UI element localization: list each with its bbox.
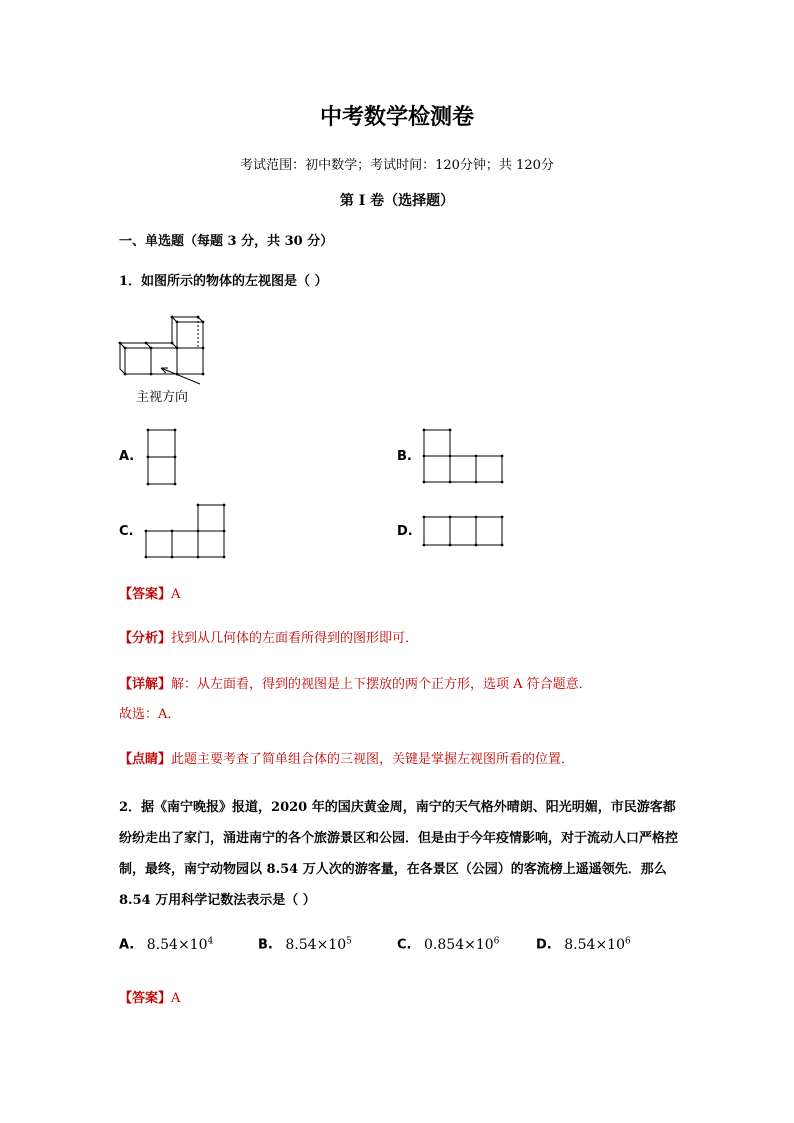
comment-tag: 【点睛】 xyxy=(119,752,172,767)
question-2-stem: 2．据《南宁晚报》报道，2020 年的国庆黄金周，南宁的天气格外晴朗、阳光明媚，市民游客都纷纷走出了家门，涌进南宁的各个旅游景区和公园．但是由于今年疫情影响，对于流动人口严格控制，最终，南宁动物园以 8.54 万人次的游客量，在各景区（公园）的客流榜上遥遥领先．那么 8.54 万用科学记数法表示是（ ） xyxy=(119,800,679,908)
q2-option-b-label: B. xyxy=(258,937,273,953)
answer-value: A xyxy=(171,587,181,602)
analysis-tag: 【分析】 xyxy=(119,631,172,646)
q2-option-b xyxy=(258,936,352,953)
q2-option-a-label: A. xyxy=(119,937,135,953)
page-title: 中考数学检测卷 xyxy=(319,105,474,130)
analysis-text: 找到从几何体的左面看所得到的图形即可． xyxy=(171,631,419,646)
q1-comment xyxy=(119,748,574,767)
answer-tag: 【答案】 xyxy=(119,587,172,602)
q2-option-c xyxy=(397,936,499,953)
option-b-figure xyxy=(422,428,508,486)
question-1-stem: 1．如图所示的物体的左视图是（ ） xyxy=(119,274,328,289)
option-c-figure xyxy=(144,503,230,561)
option-d-figure xyxy=(422,515,508,549)
q2-option-c-value: $0.854\times 10^6$ xyxy=(424,936,500,953)
detail-text: 解：从左面看，得到的视图是上下摆放的两个正方形，选项 A 符合题意． xyxy=(171,677,592,692)
section-heading: 一、单选题（每题 3 分，共 30 分） xyxy=(119,234,334,249)
q2-option-d-value: $8.54\times 10^6$ xyxy=(564,936,631,953)
option-b-label: B. xyxy=(397,449,412,464)
q2-option-a-value: $8.54\times 10^4$ xyxy=(146,936,214,953)
option-a-figure xyxy=(146,428,178,486)
answer-value: A xyxy=(171,991,181,1006)
q2-option-a xyxy=(119,936,213,953)
q1-choice: 故选：A． xyxy=(119,707,181,722)
exam-info: 考试范围：初中数学；考试时间：120分钟；共 120分 xyxy=(240,158,554,173)
q1-detail xyxy=(119,673,592,692)
q1-analysis xyxy=(119,627,418,646)
answer-tag: 【答案】 xyxy=(119,991,172,1006)
comment-text: 此题主要考查了简单组合体的三视图，关键是掌握左视图所看的位置． xyxy=(171,752,575,767)
q2-option-d-label: D. xyxy=(536,937,552,953)
q2-option-d xyxy=(536,936,631,953)
detail-tag: 【详解】 xyxy=(119,677,172,692)
option-d-label: D. xyxy=(397,524,413,539)
q2-option-c-label: C. xyxy=(397,937,412,953)
q2-option-b-value: $8.54\times 10^5$ xyxy=(285,936,352,953)
solid-figure xyxy=(115,310,215,380)
figure-caption: 主视方向 xyxy=(136,390,189,405)
view-direction-arrow xyxy=(161,368,200,384)
q1-answer xyxy=(119,583,180,602)
q2-answer xyxy=(119,987,180,1006)
option-c-label: C. xyxy=(119,524,134,539)
option-a-label: A. xyxy=(119,449,135,464)
part-heading: 第 I 卷（选择题） xyxy=(339,193,455,209)
